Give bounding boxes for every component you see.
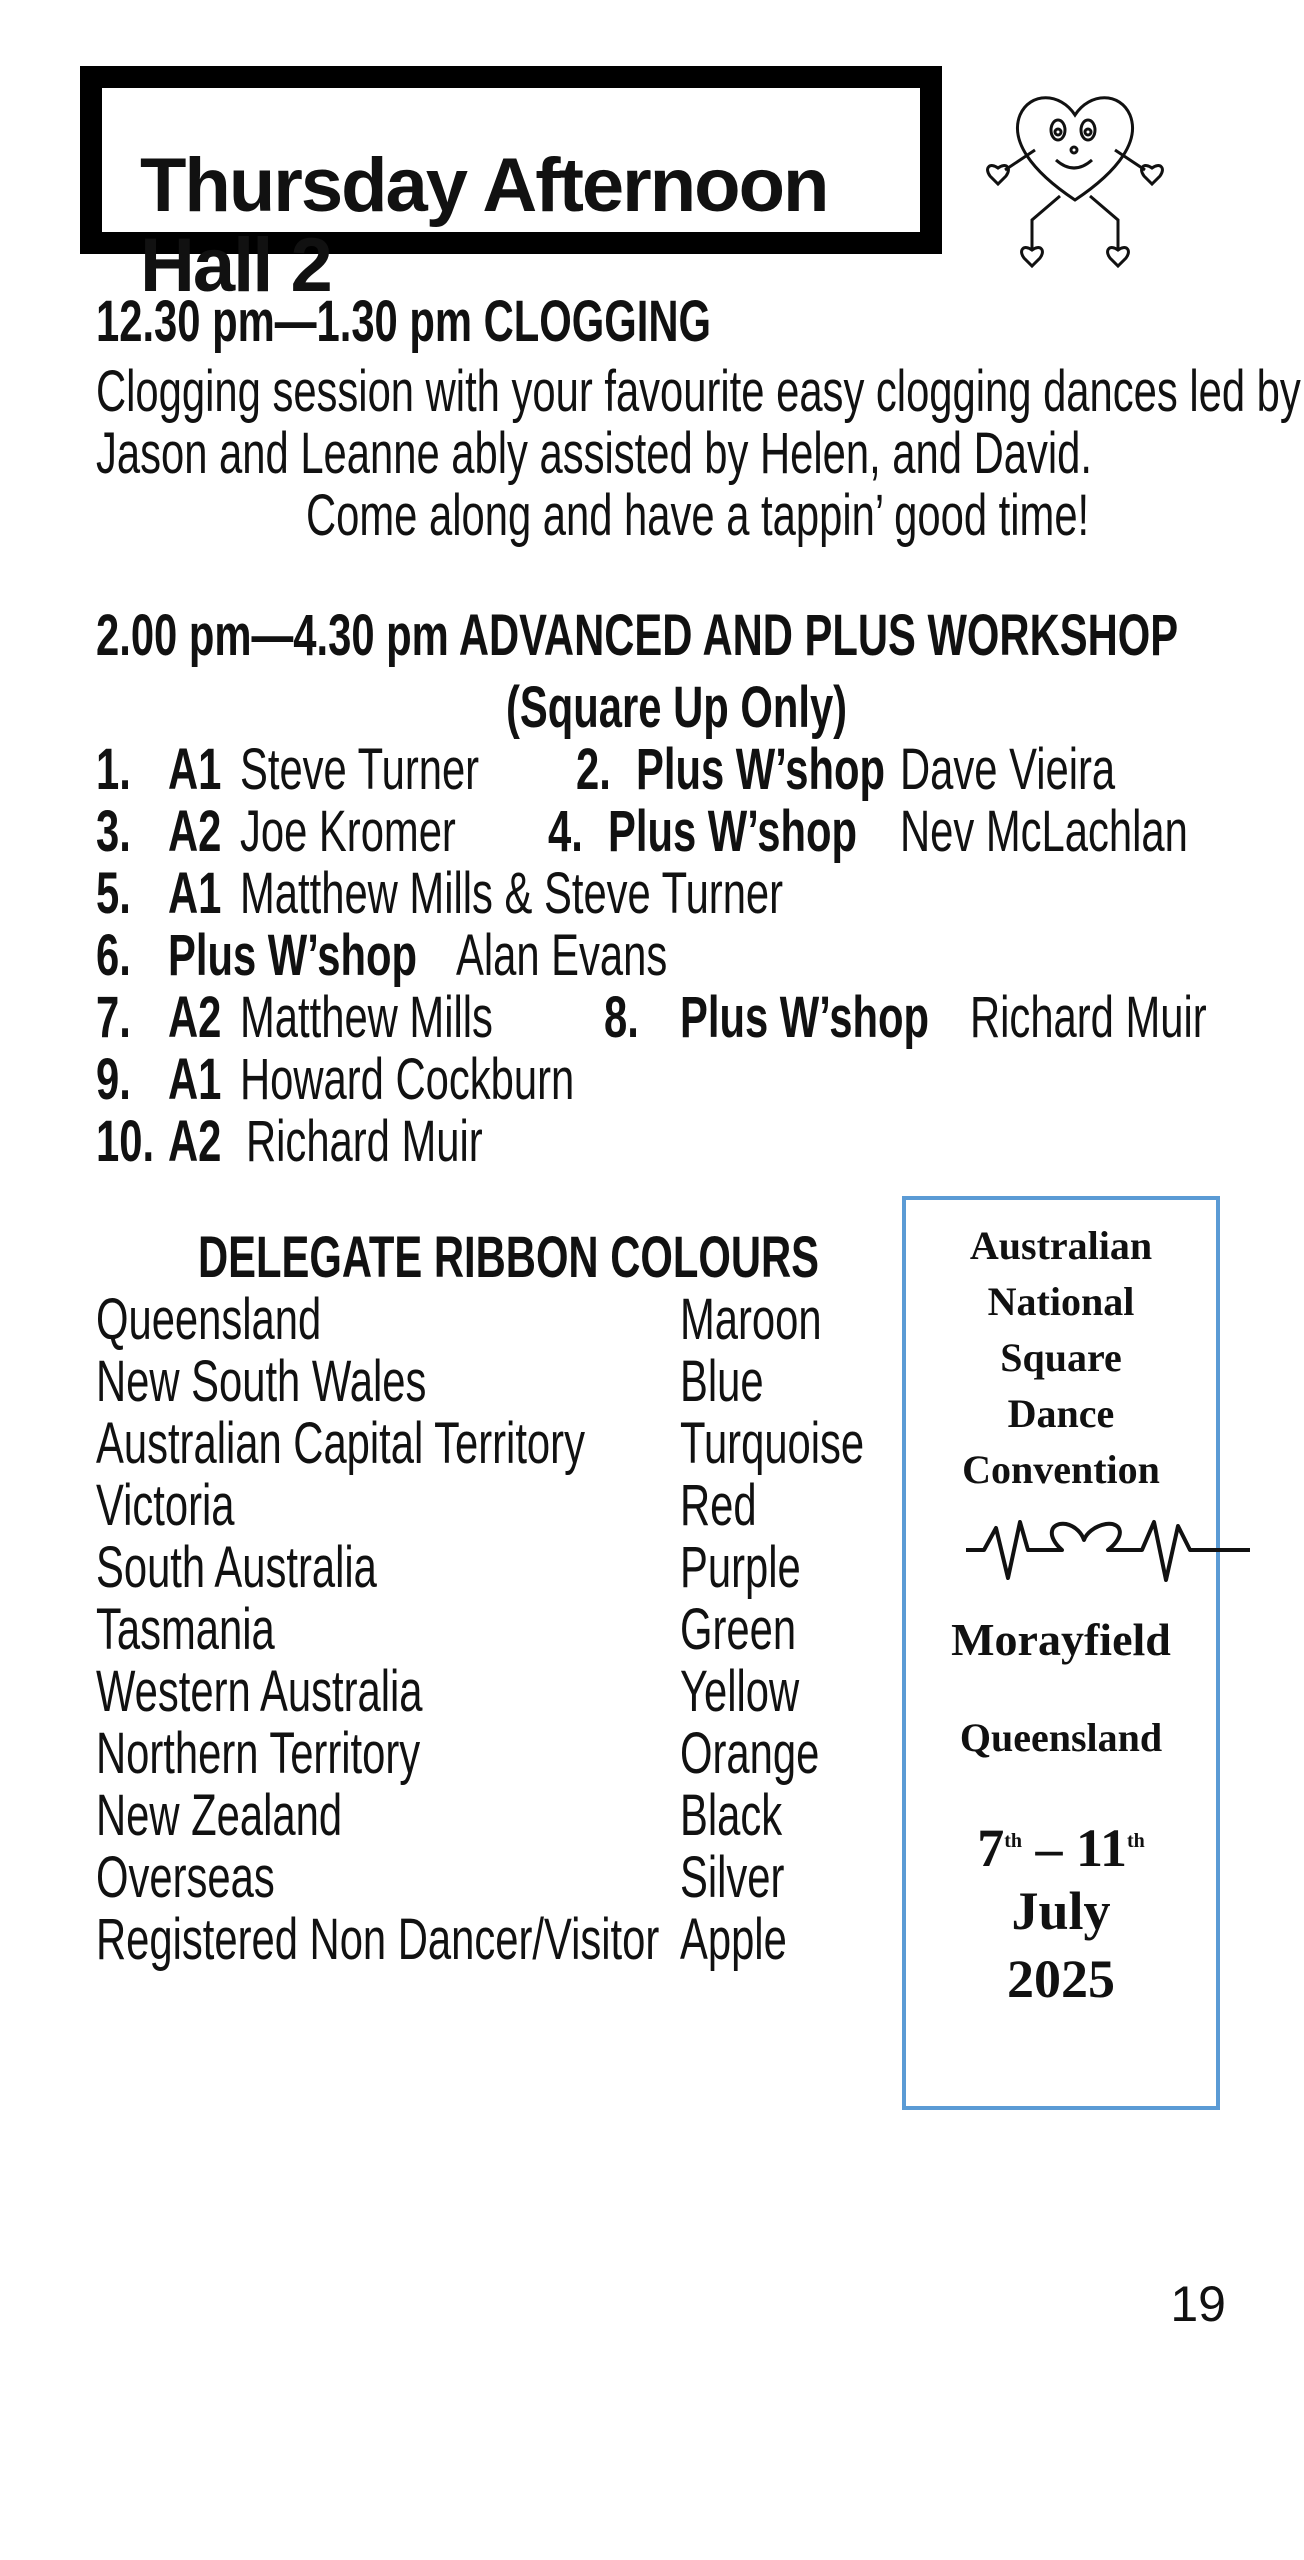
clogging-line-2: Jason and Leanne ably assisted by Helen, and David. (96, 421, 1092, 486)
ribbon-colour: Maroon (680, 1287, 822, 1352)
heart-mascot-icon (970, 80, 1180, 290)
workshop-row: 5. (96, 861, 131, 926)
workshop-level: Plus W’shop (608, 799, 858, 864)
workshop-row: 6. (96, 923, 131, 988)
workshop-caller: Dave Vieira (900, 737, 1116, 802)
ribbon-colour: Red (680, 1473, 757, 1538)
workshop-level: A1 (168, 861, 222, 926)
convention-name-line: Convention (962, 1447, 1160, 1492)
workshop-row: 10. (96, 1109, 155, 1174)
ribbon-region: Victoria (96, 1473, 235, 1538)
convention-dates: 7th – 11th (977, 1818, 1145, 1878)
workshop-row: 8. (604, 985, 639, 1050)
clogging-line-1: Clogging session with your favourite easy clogging dances led by (96, 359, 1301, 424)
workshop-level: A1 (168, 737, 222, 802)
workshop-caller: Howard Cockburn (240, 1047, 575, 1112)
workshop-caller: Joe Kromer (240, 799, 456, 864)
ribbon-colour: Yellow (680, 1659, 800, 1724)
ribbon-colour: Purple (680, 1535, 801, 1600)
ribbon-colour: Green (680, 1597, 797, 1662)
convention-town: Morayfield (951, 1614, 1171, 1665)
workshop-caller: Richard Muir (246, 1109, 483, 1174)
workshop-level: Plus W’shop (168, 923, 418, 988)
ribbon-region: South Australia (96, 1535, 377, 1600)
convention-name-line: Australian (969, 1223, 1153, 1268)
workshop-row: 9. (96, 1047, 131, 1112)
ribbon-region: New South Wales (96, 1349, 427, 1414)
convention-name-line: National (987, 1279, 1135, 1324)
convention-month: July (1011, 1881, 1111, 1941)
page-title: Thursday Afternoon Hall 2 (140, 143, 828, 308)
ribbon-colour: Turquoise (680, 1411, 865, 1476)
ribbon-region: Northern Territory (96, 1721, 421, 1786)
ribbon-colour: Black (680, 1783, 783, 1848)
workshop-caller: Nev McLachlan (900, 799, 1188, 864)
workshop-level: A1 (168, 1047, 222, 1112)
ribbon-colour: Apple (680, 1907, 787, 1972)
heartbeat-heart-icon (966, 1500, 1250, 1600)
workshop-subheading: (Square Up Only) (506, 675, 848, 740)
workshop-caller: Matthew Mills (240, 985, 493, 1050)
workshop-row: 3. (96, 799, 131, 864)
workshop-level: A2 (168, 1109, 222, 1174)
convention-name-line: Dance (1007, 1391, 1115, 1436)
clogging-line-3: Come along and have a tappin’ good time! (306, 483, 1090, 548)
workshop-heading: 2.00 pm—4.30 pm ADVANCED AND PLUS WORKSHOP (96, 603, 1179, 668)
workshop-row: 1. (96, 737, 131, 802)
convention-state: Queensland (959, 1715, 1163, 1760)
workshop-level: Plus W’shop (636, 737, 886, 802)
clogging-heading: 12.30 pm—1.30 pm CLOGGING (96, 289, 711, 354)
convention-name-line: Square (1000, 1335, 1122, 1380)
ribbon-region: Overseas (96, 1845, 275, 1910)
workshop-caller: Matthew Mills & Steve Turner (240, 861, 784, 926)
ribbon-colour: Orange (680, 1721, 820, 1786)
ribbon-colour: Blue (680, 1349, 764, 1414)
workshop-caller: Richard Muir (970, 985, 1207, 1050)
workshop-row: 2. (576, 737, 611, 802)
convention-box (902, 1196, 1220, 2110)
workshop-caller: Alan Evans (456, 923, 668, 988)
workshop-row: 7. (96, 985, 131, 1050)
ribbon-region: Australian Capital Territory (96, 1411, 585, 1476)
ribbon-region: Registered Non Dancer/Visitor (96, 1907, 660, 1972)
workshop-level: A2 (168, 985, 222, 1050)
ribbons-heading: DELEGATE RIBBON COLOURS (198, 1225, 819, 1290)
convention-year: 2025 (1007, 1949, 1115, 2009)
ribbon-region: New Zealand (96, 1783, 343, 1848)
workshop-level: A2 (168, 799, 222, 864)
ribbon-region: Queensland (96, 1287, 322, 1352)
title-box (80, 66, 942, 308)
workshop-level: Plus W’shop (680, 985, 930, 1050)
ribbon-region: Tasmania (96, 1597, 275, 1662)
workshop-caller: Steve Turner (240, 737, 480, 802)
workshop-row: 4. (548, 799, 583, 864)
ribbon-region: Western Australia (96, 1659, 423, 1724)
title-box-inner (102, 88, 920, 308)
ribbon-colour: Silver (680, 1845, 785, 1910)
page-number: 19 (1170, 2276, 1226, 2332)
